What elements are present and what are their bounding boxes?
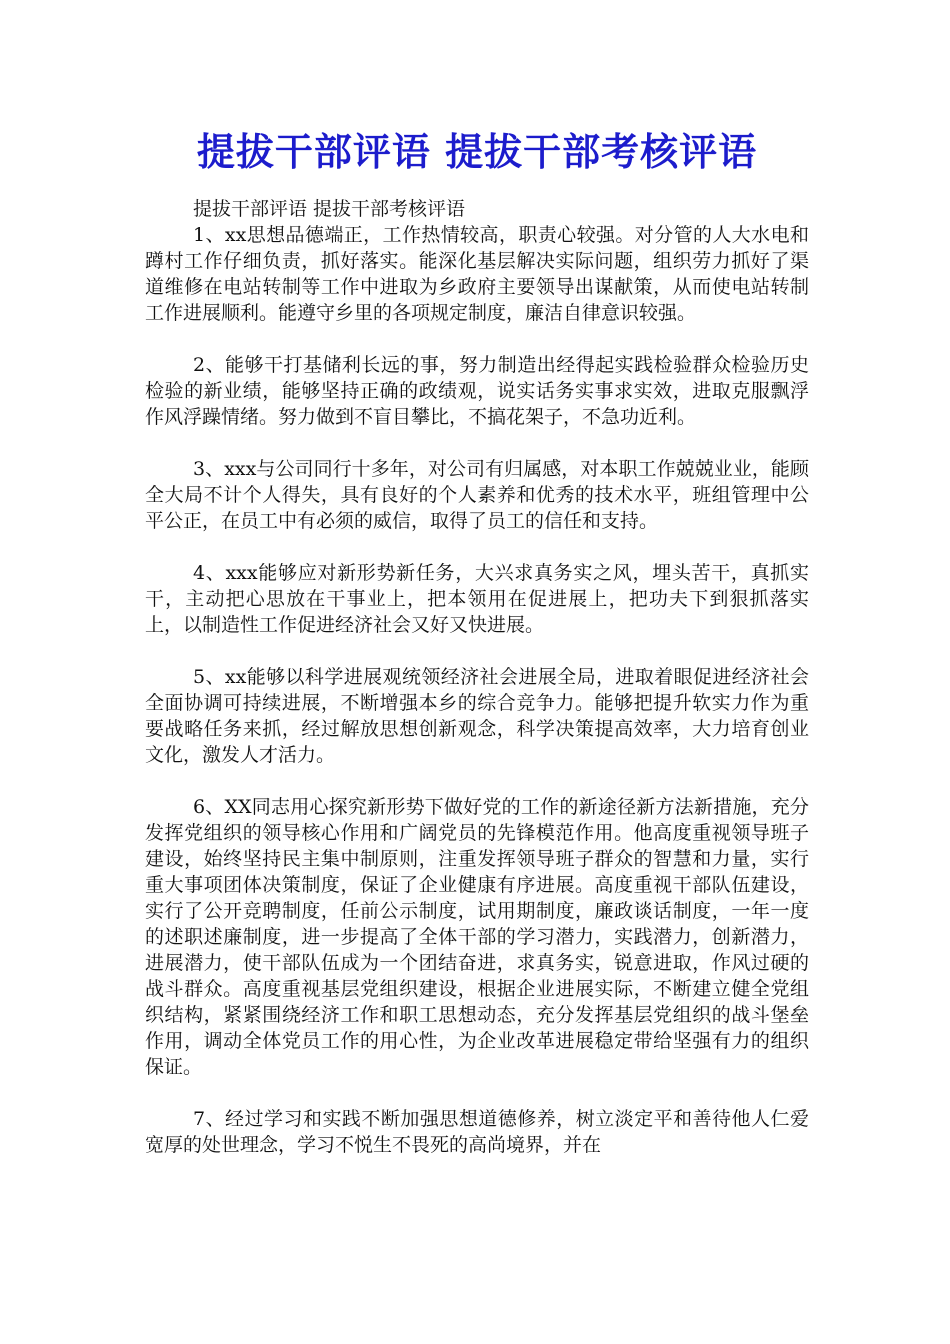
paragraph-3: 3、xxx与公司同行十多年，对公司有归属感，对本职工作兢兢业业，能顾全大局不计个人得失，具有良好的个人素养和优秀的技术水平，班组管理中公平公正，在员工中有必须的威信，取得了员工的信任和支持。 [145,458,809,532]
paragraph-7: 7、经过学习和实践不断加强思想道德修养，树立淡定平和善待他人仁爱宽厚的处世理念，学习不悦生不畏死的高尚境界，并在 [145,1108,809,1156]
document-page [145,0,809,1158]
paragraph-4: 4、xxx能够应对新形势新任务，大兴求真务实之风，埋头苦干，真抓实干，主动把心思放在干事业上，把本领用在促进展上，把功夫下到狠抓落实上，以制造性工作促进经济社会又好又快进展。 [145,562,809,636]
document-title: 提拔干部评语 提拔干部考核评语 [196,130,758,174]
paragraph-6: 6、XX同志用心探究新形势下做好党的工作的新途径新方法新措施，充分发挥党组织的领导核心作用和广阔党员的先锋模范作用。他高度重视领导班子建设，始终坚持民主集中制原则，注重发挥领导班子群众的智慧和力量，实行重大事项团体决策制度，保证了企业健康有序进展。高度重视干部队伍建设，实行了公开竞聘制度，任前公示制度，试用期制度，廉政谈话制度，一年一度的述职述廉制度，进一步提高了全体干部的学习潜力，实践潜力，创新潜力，进展潜力，使干部队伍成为一个团结奋进，求真务实，锐意进取，作风过硬的战斗群众。高度重视基层党组织建设，根据企业进展实际，不断建立健全党组织结构，紧紧围绕经济工作和职工思想动态，充分发挥基层党组织的战斗堡垒作用，调动全体党员工作的用心性，为企业改革进展稳定带给坚强有力的组织保证。 [145,796,809,1078]
paragraph-1: 1、xx思想品德端正，工作热情较高，职责心较强。对分管的人大水电和蹲村工作仔细负责，抓好落实。能深化基层解决实际问题，组织劳力抓好了渠道维修在电站转制等工作中进取为乡政府主要领导出谋献策，从而使电站转制工作进展顺利。能遵守乡里的各项规定制度，廉洁自律意识较强。 [145,224,809,324]
paragraph-5: 5、xx能够以科学进展观统领经济社会进展全局，进取着眼促进经济社会全面协调可持续进展，不断增强本乡的综合竞争力。能够把提升软实力作为重要战略任务来抓，经过解放思想创新观念，科学决策提高效率，大力培育创业文化，激发人才活力。 [145,666,809,766]
paragraph-2: 2、能够干打基储利长远的事，努力制造出经得起实践检验群众检验历史检验的新业绩，能够坚持正确的政绩观，说实话务实事求实效，进取克服飘浮作风浮躁情绪。努力做到不盲目攀比，不搞花架子，不急功近利。 [145,354,809,428]
document-subtitle: 提拔干部评语 提拔干部考核评语 [193,198,466,220]
